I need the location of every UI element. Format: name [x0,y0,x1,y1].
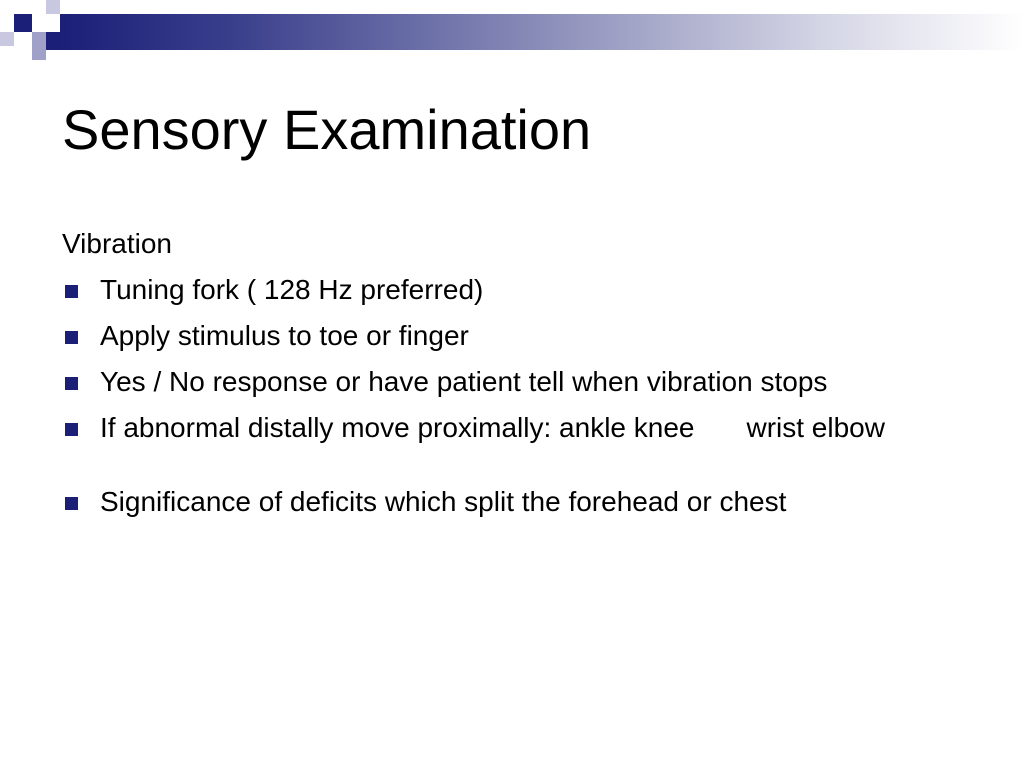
square-bullet-icon [65,497,78,510]
list-item-text: Tuning fork ( 128 Hz preferred) [100,274,484,305]
list-item-text: Yes / No response or have patient tell when vibration stops [100,366,828,397]
section-heading: Vibration [62,228,173,259]
square-bullet-icon [65,331,78,344]
decor-square-icon [32,32,46,46]
square-bullet-icon [65,423,78,436]
decor-square-icon [46,32,60,50]
list-item-text: If abnormal distally move proximally: ankle knee [100,412,695,443]
slide-title: Sensory Examination [62,98,592,161]
decor-square-icon [46,0,60,14]
list-item-text: Significance of deficits which split the forehead or chest [100,486,787,517]
square-bullet-icon [65,377,78,390]
decor-square-icon [14,14,32,32]
slide-body [62,226,962,530]
decor-square-icon [0,32,14,46]
list-item [62,484,962,520]
bullet-list [62,272,962,520]
list-item [62,364,962,400]
header-gradient-band [60,14,1024,50]
list-item [62,272,962,308]
list-item-text: wrist elbow [746,412,885,443]
list-item [62,410,962,446]
list-item-text: Apply stimulus to toe or finger [100,320,469,351]
list-item [62,318,962,354]
decor-square-icon [32,46,46,60]
square-bullet-icon [65,285,78,298]
